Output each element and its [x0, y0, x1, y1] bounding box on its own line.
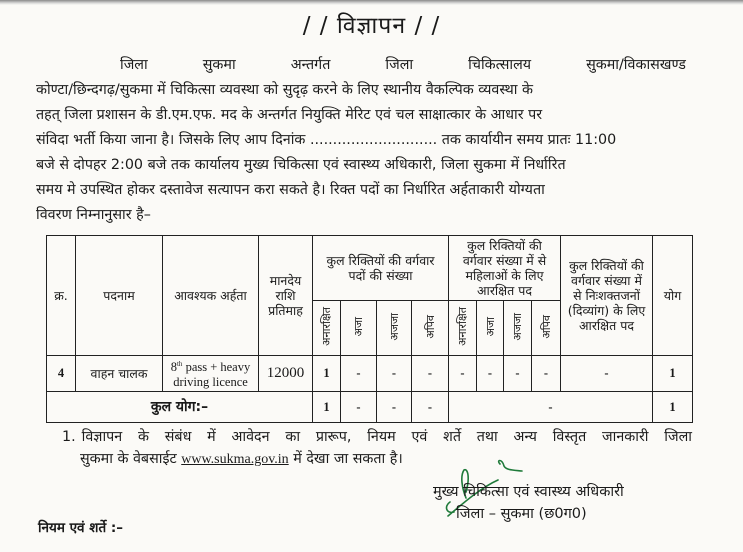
footer-label: कुल योग:– — [47, 392, 313, 423]
header-women-group: कुल रिक्तियों की वर्गवार संख्या में से महिलाओं के लिए आरक्षित पद — [449, 236, 561, 301]
cell-total: 1 — [653, 356, 693, 392]
cell-cat-st: - — [377, 356, 412, 392]
header-post: पदनाम — [76, 236, 163, 356]
intro-line-1 — [36, 53, 686, 78]
vacancy-table — [46, 235, 693, 423]
intro-line-6: समय मे उपस्थित होकर दस्तावेज सत्यापन करा सकते है। रिक्त पदों का निर्धारित अर्हताकारी योग्यता — [36, 182, 545, 198]
intro-line-2: कोण्टा/छिन्दगढ़/सुकमा में चिकित्सा व्यवस्था को सुदृढ़ करने के लिए स्थानीय वैकल्पिक व्यवस्था के — [36, 82, 534, 98]
subheader-unreserved: अनारक्षित — [313, 301, 341, 356]
cell-serial: 4 — [47, 356, 76, 392]
intro-line-7: विवरण निम्नानुसार है– — [36, 207, 151, 223]
cell-women-obc: - — [532, 356, 561, 392]
header-serial: क्र. — [47, 236, 76, 356]
subheader-women-sc: अजा — [477, 301, 504, 356]
cell-women-st: - — [504, 356, 532, 392]
header-honorarium: मानदेय राशि प्रतिमाह — [259, 236, 313, 356]
rules-heading: नियम एवं शर्ते :– — [38, 520, 123, 536]
scan-edge-shadow — [0, 0, 743, 5]
header-disabled: कुल रिक्तियों की वर्गवार संख्या में से निःशक्तजनों (दिव्यांग) के लिए आरक्षित पद — [561, 236, 653, 356]
table-header-row — [47, 236, 693, 301]
footer-cat-obc: - — [412, 392, 449, 423]
header-category-group: कुल रिक्तियों की वर्गवार पदों की संख्या — [313, 236, 449, 301]
subheader-obc: अपिव — [412, 301, 449, 356]
subheader-sc: अजा — [341, 301, 377, 356]
word: चिकित्सालय — [468, 57, 532, 73]
cell-cat-sc: - — [341, 356, 377, 392]
footer-women-disabled: - — [449, 392, 653, 423]
signatory-district: जिला – सुकमा (छ0ग0) — [456, 506, 587, 522]
cell-cat-obc: - — [412, 356, 449, 392]
cell-disabled: - — [561, 356, 653, 392]
cell-honorarium: 12000 — [259, 356, 313, 392]
table-row — [47, 356, 693, 392]
cell-women-sc: - — [477, 356, 504, 392]
word: जिला — [385, 57, 414, 73]
word: जिला — [120, 57, 148, 73]
intro-line-3: तहत् जिला प्रशासन के डी.एम.एफ. मद के अन्तर्गत नियुक्ति मेरिट एवं चल साक्षात्कार के आधार पर — [36, 107, 543, 123]
page-title: / / विज्ञापन / / — [302, 13, 441, 39]
note-1 — [62, 426, 692, 471]
intro-line-5: बजे से दोपहर 2:00 बजे तक कार्यालय मुख्य चिकित्सा एवं स्वास्थ्य अधिकारी, जिला सुकमा में निर्धारित — [36, 157, 566, 173]
intro-line-4: संविदा भर्ती किया जाना है। जिसके लिए आप दिनांक ............................ तक कार्यायीन समय प्रातः 11:00 — [36, 132, 617, 148]
cell-post: वाहन चालक — [76, 356, 163, 392]
intro-paragraph — [36, 53, 686, 228]
footer-total: 1 — [653, 392, 693, 423]
subheader-st: अजजा — [377, 301, 412, 356]
website-link[interactable]: www.sukma.gov.in — [181, 452, 289, 467]
header-total: योग — [653, 236, 693, 356]
note-line-1: 1. विज्ञापन के संबंध में आवेदन का प्रारूप, नियम एवं शर्ते तथा अन्य विस्तृत जानकारी जिला — [62, 429, 692, 445]
cell-women-unreserved: - — [449, 356, 477, 392]
word: सुकमा — [202, 57, 236, 73]
cell-qualification: 8th pass + heavy driving licence — [163, 356, 259, 392]
note-line-2: सुकमा के वेबसाईट www.sukma.gov.in में देखा जा सकता है। — [80, 451, 403, 467]
subheader-women-st: अजजा — [504, 301, 532, 356]
footer-cat-st: - — [377, 392, 412, 423]
cell-cat-unreserved: 1 — [313, 356, 341, 392]
header-qualification: आवश्यक अर्हता — [163, 236, 259, 356]
table-footer-row — [47, 392, 693, 423]
word: सुकमा/विकासखण्ड — [586, 57, 686, 73]
footer-cat-sc: - — [341, 392, 377, 423]
word: अन्तर्गत — [290, 57, 331, 73]
subheader-women-unreserved: अनारक्षित — [449, 301, 477, 356]
signatory-block — [433, 481, 624, 525]
subheader-women-obc: अपिव — [532, 301, 561, 356]
footer-cat-unreserved: 1 — [313, 392, 341, 423]
signatory-title: मुख्य चिकित्सा एवं स्वास्थ्य अधिकारी — [433, 484, 624, 500]
